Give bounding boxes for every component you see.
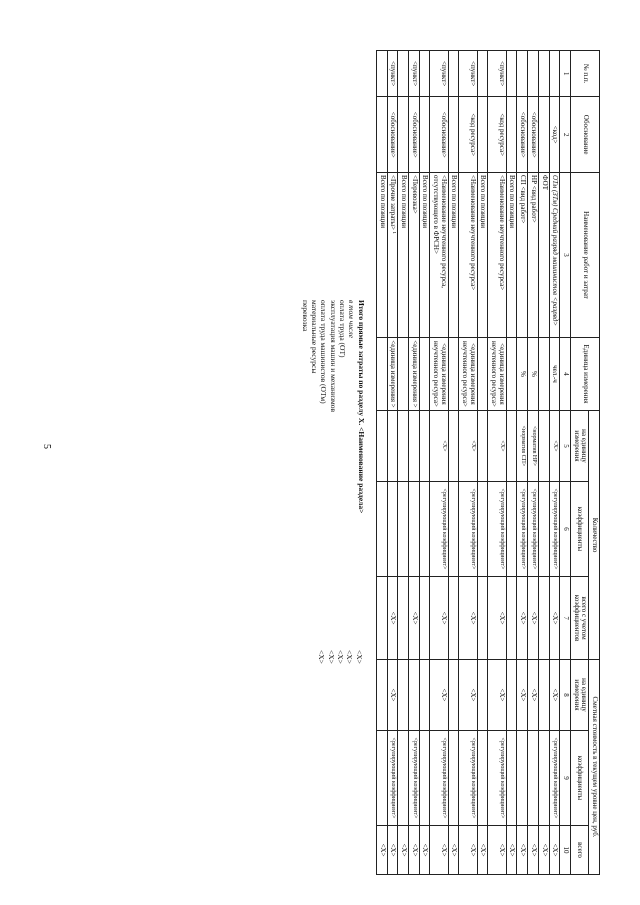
row-basis: <код> — [549, 97, 560, 173]
totals-title: Итого прямые затраты по разделу X. <Наименование раздела> — [356, 300, 366, 514]
totals-items — [300, 300, 356, 875]
row-cost-total: <X> — [448, 826, 459, 875]
row-cost-coef: <регулирующий коэффициент> — [488, 730, 506, 825]
header-qty-coef: коэффициенты — [570, 481, 588, 576]
row-num — [528, 51, 539, 97]
row-cost-total: <X> — [430, 826, 448, 875]
row-cost-per-unit: <X> — [387, 660, 398, 731]
row-qty-total — [477, 577, 488, 660]
totals-mark: <X> — [336, 650, 346, 664]
row-unit: % — [517, 337, 528, 410]
column-number: 8 — [560, 660, 571, 731]
row-unit — [376, 337, 387, 410]
row-num — [506, 51, 517, 97]
row-qty-total: <X> — [488, 577, 506, 660]
page-number: 5 — [41, 444, 52, 449]
totals-item: перевозка — [300, 300, 310, 332]
column-number: 6 — [560, 481, 571, 576]
row-unit — [448, 337, 459, 410]
row-unit: <единица измерения неучтенного ресурса> — [459, 337, 477, 410]
row-qty-coef — [477, 481, 488, 576]
row-qty-coef — [398, 481, 409, 576]
row-name: Всего по позиции — [419, 173, 430, 338]
totals-mark: <X> — [326, 650, 336, 664]
row-qty-total — [398, 577, 409, 660]
row-name: Всего по позиции — [448, 173, 459, 338]
position-total-row — [477, 51, 488, 875]
row-num — [477, 51, 488, 97]
row-unit: % — [528, 337, 539, 410]
position-total-row — [419, 51, 430, 875]
row-unit: <единица измерения > — [387, 337, 398, 410]
row-cost-per-unit — [419, 660, 430, 731]
row-qty-per-unit — [538, 411, 549, 482]
row-cost-per-unit — [477, 660, 488, 731]
row-num — [398, 51, 409, 97]
row-num — [549, 51, 560, 97]
row-num — [517, 51, 528, 97]
row-qty-total: <X> — [408, 577, 419, 660]
column-number: 5 — [560, 411, 571, 482]
column-number: 4 — [560, 337, 571, 410]
table-row — [488, 51, 506, 875]
row-qty-total — [419, 577, 430, 660]
row-cost-per-unit: <X> — [528, 660, 539, 731]
row-name: Всего по позиции — [506, 173, 517, 338]
row-qty-per-unit: <норматив СП> — [517, 411, 528, 482]
position-total-row — [376, 51, 387, 875]
row-qty-per-unit — [419, 411, 430, 482]
row-num — [538, 51, 549, 97]
row-cost-coef — [538, 730, 549, 825]
row-qty-coef: <регулирующий коэффициент> — [549, 481, 560, 576]
row-cost-per-unit: <X> — [549, 660, 560, 731]
row-cost-total: <X> — [538, 826, 549, 875]
table-row — [517, 51, 528, 875]
row-qty-coef — [419, 481, 430, 576]
totals-item: оплата труда (ОТ) — [338, 300, 348, 358]
row-unit: <единица измерения неучтенного ресурса> — [430, 337, 448, 410]
row-num — [376, 51, 387, 97]
row-qty-coef — [506, 481, 517, 576]
row-name: <Наименование неучтенного ресурса> — [459, 173, 477, 338]
row-cost-per-unit: <X> — [430, 660, 448, 731]
row-cost-per-unit — [376, 660, 387, 731]
position-total-row — [506, 51, 517, 875]
row-cost-per-unit — [506, 660, 517, 731]
row-name: СП <вид работ> — [517, 173, 528, 338]
row-cost-total: <X> — [398, 826, 409, 875]
row-cost-total: <X> — [549, 826, 560, 875]
row-basis — [538, 97, 549, 173]
row-basis — [448, 97, 459, 173]
row-basis — [419, 97, 430, 173]
row-cost-coef — [448, 730, 459, 825]
row-cost-total: <X> — [408, 826, 419, 875]
row-basis — [398, 97, 409, 173]
row-qty-total: <X> — [387, 577, 398, 660]
column-number: 10 — [560, 826, 571, 875]
column-number: 1 — [560, 51, 571, 97]
row-qty-per-unit — [387, 411, 398, 482]
row-cost-coef: <регулирующий коэффициент> — [549, 730, 560, 825]
header-basis: Обоснование — [570, 97, 599, 173]
row-name: <Наименование неучтенного ресурса> — [488, 173, 506, 338]
row-qty-per-unit — [376, 411, 387, 482]
row-cost-coef: <регулирующий коэффициент> — [387, 730, 398, 825]
row-qty-coef — [538, 481, 549, 576]
column-number: 9 — [560, 730, 571, 825]
row-qty-coef: <регулирующий коэффициент> — [517, 481, 528, 576]
totals-mark: <X> — [317, 650, 327, 664]
row-cost-coef — [517, 730, 528, 825]
row-unit — [477, 337, 488, 410]
row-cost-coef — [506, 730, 517, 825]
row-unit: <единица измерения неучтенного ресурса> — [488, 337, 506, 410]
row-qty-total: <X> — [528, 577, 539, 660]
row-name: НР <вид работ> — [528, 173, 539, 338]
position-total-row — [448, 51, 459, 875]
row-qty-total — [506, 577, 517, 660]
row-cost-per-unit: <X> — [459, 660, 477, 731]
totals-item: материальные ресурсы — [310, 300, 319, 374]
row-basis: <код ресурса> — [488, 97, 506, 173]
row-cost-total: <X> — [477, 826, 488, 875]
row-qty-per-unit — [398, 411, 409, 482]
header-cost: Сметная стоимость в текущем уровне цен, руб. — [589, 660, 600, 875]
row-basis: <код ресурса> — [459, 97, 477, 173]
table-header — [560, 51, 600, 875]
row-qty-coef: <регулирующий коэффициент> — [528, 481, 539, 576]
header-cost-coef: коэффициенты — [570, 730, 588, 825]
row-basis: <обоснование> — [430, 97, 448, 173]
row-name: Всего по позиции — [477, 173, 488, 338]
header-unit: Единица измерения — [570, 337, 599, 410]
table-row — [459, 51, 477, 875]
row-basis — [376, 97, 387, 173]
row-qty-per-unit: <X> — [488, 411, 506, 482]
column-number: 7 — [560, 577, 571, 660]
table-row — [430, 51, 448, 875]
table-row — [528, 51, 539, 875]
row-qty-per-unit — [506, 411, 517, 482]
estimate-table — [376, 50, 600, 875]
row-qty-coef — [448, 481, 459, 576]
row-basis: <обоснование> — [517, 97, 528, 173]
row-cost-per-unit: <X> — [517, 660, 528, 731]
row-num — [448, 51, 459, 97]
row-cost-coef — [398, 730, 409, 825]
row-qty-total: <X> — [430, 577, 448, 660]
header-num: № п.п. — [570, 51, 599, 97]
row-cost-coef: <регулирующий коэффициент> — [408, 730, 419, 825]
header-qty-per-unit: на единицу измерения — [570, 411, 588, 482]
row-qty-per-unit: <X> — [430, 411, 448, 482]
row-qty-per-unit — [408, 411, 419, 482]
totals-mark: <X> — [354, 650, 364, 664]
row-basis: <обоснование> — [387, 97, 398, 173]
row-cost-total: <X> — [459, 826, 477, 875]
row-cost-coef — [419, 730, 430, 825]
row-name: <Прочие затраты> ¹ — [387, 173, 398, 338]
column-number: 3 — [560, 173, 571, 338]
row-cost-coef — [528, 730, 539, 825]
row-cost-total: <X> — [419, 826, 430, 875]
table-body — [376, 51, 559, 875]
row-basis — [506, 97, 517, 173]
totals-mark: <X> — [345, 650, 355, 664]
row-cost-total: <X> — [528, 826, 539, 875]
section-totals — [300, 50, 366, 875]
totals-marks — [317, 650, 364, 680]
row-qty-total: <X> — [517, 577, 528, 660]
header-qty-total: всего с учетом коэффициентов — [570, 577, 588, 660]
row-cost-coef — [376, 730, 387, 825]
row-cost-per-unit — [408, 660, 419, 731]
row-qty-coef — [408, 481, 419, 576]
row-qty-per-unit: <норматив НР> — [528, 411, 539, 482]
row-num: <пункт> — [408, 51, 419, 97]
row-unit — [398, 337, 409, 410]
row-unit — [538, 337, 549, 410]
row-name: Всего по позиции — [376, 173, 387, 338]
table-row — [549, 51, 560, 875]
row-num — [419, 51, 430, 97]
row-name: Всего по позиции — [398, 173, 409, 338]
row-cost-per-unit — [398, 660, 409, 731]
column-number: 2 — [560, 97, 571, 173]
row-name: ОТм (ЗТм) Средний разряд машинистов <разряд> — [549, 173, 560, 338]
table-row — [408, 51, 419, 875]
row-cost-coef — [477, 730, 488, 825]
row-cost-per-unit: <X> — [488, 660, 506, 731]
row-name: <Наименование неучтенного ресурса, отсутствующего в ФРСН> — [430, 173, 448, 338]
header-cost-per-unit: на единицу измерения — [570, 660, 588, 731]
row-unit: чел.-ч — [549, 337, 560, 410]
row-unit: <единица измерения > — [408, 337, 419, 410]
row-cost-coef: <регулирующий коэффициент> — [459, 730, 477, 825]
row-qty-per-unit — [448, 411, 459, 482]
row-name: <Перевозка> — [408, 173, 419, 338]
totals-item: в том числе — [347, 300, 357, 339]
row-num: <пункт> — [488, 51, 506, 97]
header-quantity: Количество — [589, 411, 600, 660]
row-cost-total: <X> — [387, 826, 398, 875]
row-qty-coef: <регулирующий коэффициент> — [459, 481, 477, 576]
row-name: ФОТ — [538, 173, 549, 338]
row-num: <пункт> — [430, 51, 448, 97]
position-total-row — [398, 51, 409, 875]
row-qty-coef: <регулирующий коэффициент> — [488, 481, 506, 576]
row-qty-per-unit: <X> — [549, 411, 560, 482]
row-qty-total — [448, 577, 459, 660]
row-cost-per-unit — [538, 660, 549, 731]
row-qty-per-unit — [477, 411, 488, 482]
row-qty-total — [538, 577, 549, 660]
table-row — [387, 51, 398, 875]
row-qty-coef — [376, 481, 387, 576]
totals-item: оплата труда машинистов (ОТм) — [319, 300, 329, 404]
row-basis: <обоснование> — [528, 97, 539, 173]
row-qty-coef: <регулирующий коэффициент> — [430, 481, 448, 576]
row-qty-total: <X> — [459, 577, 477, 660]
rotated-document — [90, 50, 600, 875]
header-name: Наименование работ и затрат — [570, 173, 599, 338]
row-qty-total — [376, 577, 387, 660]
row-unit — [506, 337, 517, 410]
row-num: <пункт> — [387, 51, 398, 97]
column-numbers-row — [560, 51, 571, 875]
row-cost-total: <X> — [506, 826, 517, 875]
row-basis — [477, 97, 488, 173]
row-cost-total: <X> — [517, 826, 528, 875]
row-unit — [419, 337, 430, 410]
row-num: <пункт> — [459, 51, 477, 97]
row-qty-total: <X> — [549, 577, 560, 660]
table-row — [538, 51, 549, 875]
row-basis: <обоснование> — [408, 97, 419, 173]
row-cost-coef: <регулирующий коэффициент> — [430, 730, 448, 825]
row-qty-per-unit: <X> — [459, 411, 477, 482]
header-cost-total: всего — [570, 826, 588, 875]
row-cost-per-unit — [448, 660, 459, 731]
totals-item: эксплуатация машин и механизмов — [328, 300, 338, 413]
row-cost-total: <X> — [376, 826, 387, 875]
row-qty-coef — [387, 481, 398, 576]
row-cost-total: <X> — [488, 826, 506, 875]
